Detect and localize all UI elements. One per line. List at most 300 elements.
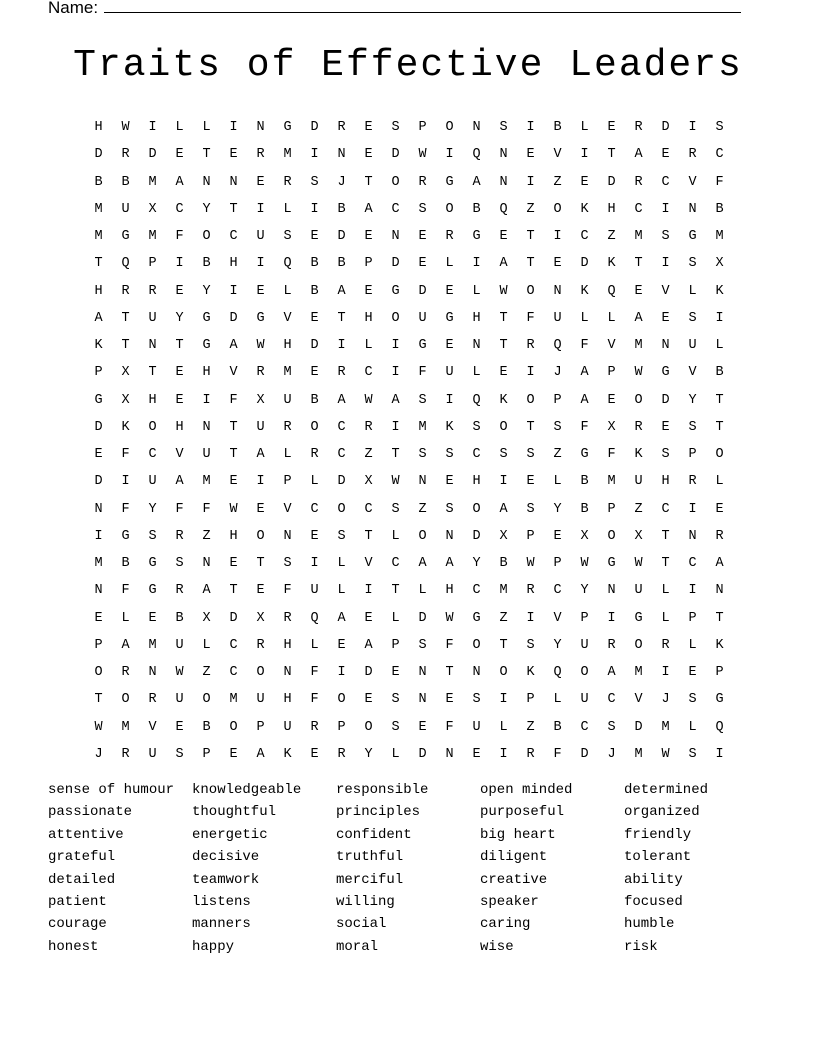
grid-letter[interactable]: R [148,692,157,708]
grid-letter[interactable]: K [715,637,724,653]
grid-letter[interactable]: G [472,610,481,626]
grid-letter[interactable]: S [499,447,508,463]
grid-letter[interactable]: D [148,147,157,163]
grid-letter[interactable]: A [472,174,481,190]
grid-letter[interactable]: H [175,419,184,435]
grid-letter[interactable]: U [418,310,427,326]
grid-letter[interactable]: S [715,120,724,136]
grid-letter[interactable]: W [256,338,265,354]
grid-letter[interactable]: Q [607,283,616,299]
grid-letter[interactable]: X [256,392,265,408]
grid-letter[interactable]: M [229,692,238,708]
grid-letter[interactable]: T [607,147,616,163]
grid-letter[interactable]: R [364,419,373,435]
grid-letter[interactable]: I [688,501,697,517]
grid-letter[interactable]: R [526,746,535,762]
grid-letter[interactable]: G [634,610,643,626]
grid-letter[interactable]: Z [499,610,508,626]
grid-letter[interactable]: A [337,283,346,299]
grid-letter[interactable]: L [553,474,562,490]
grid-letter[interactable]: P [418,120,427,136]
grid-letter[interactable]: W [94,719,103,735]
grid-letter[interactable]: N [202,556,211,572]
grid-letter[interactable]: S [688,692,697,708]
grid-letter[interactable]: E [364,147,373,163]
grid-letter[interactable]: W [391,474,400,490]
grid-letter[interactable]: L [580,310,589,326]
grid-letter[interactable]: I [148,120,157,136]
grid-letter[interactable]: E [688,665,697,681]
grid-letter[interactable]: Q [310,610,319,626]
grid-letter[interactable]: E [175,147,184,163]
grid-letter[interactable]: E [715,501,724,517]
grid-letter[interactable]: S [526,447,535,463]
grid-letter[interactable]: R [715,528,724,544]
grid-letter[interactable]: E [310,528,319,544]
grid-letter[interactable]: C [472,583,481,599]
grid-letter[interactable]: R [256,147,265,163]
grid-letter[interactable]: S [661,229,670,245]
grid-letter[interactable]: Q [553,665,562,681]
grid-letter[interactable]: I [256,256,265,272]
grid-letter[interactable]: T [391,583,400,599]
grid-letter[interactable]: O [391,310,400,326]
grid-letter[interactable]: A [607,665,616,681]
grid-letter[interactable]: A [202,583,211,599]
grid-letter[interactable]: R [121,746,130,762]
grid-letter[interactable]: O [391,174,400,190]
grid-letter[interactable]: T [526,419,535,435]
grid-letter[interactable]: V [688,365,697,381]
grid-letter[interactable]: E [364,610,373,626]
grid-letter[interactable]: W [526,556,535,572]
grid-letter[interactable]: N [337,147,346,163]
grid-letter[interactable]: C [148,447,157,463]
grid-letter[interactable]: O [715,447,724,463]
grid-letter[interactable]: X [364,474,373,490]
grid-letter[interactable]: M [634,665,643,681]
grid-letter[interactable]: D [94,147,103,163]
grid-letter[interactable]: L [283,283,292,299]
grid-letter[interactable]: S [526,501,535,517]
grid-letter[interactable]: M [715,229,724,245]
grid-letter[interactable]: N [229,174,238,190]
grid-letter[interactable]: L [364,338,373,354]
name-underline[interactable] [104,0,741,13]
grid-letter[interactable]: T [364,528,373,544]
grid-letter[interactable]: S [391,692,400,708]
grid-letter[interactable]: F [553,746,562,762]
grid-letter[interactable]: E [445,338,454,354]
grid-letter[interactable]: R [634,419,643,435]
grid-letter[interactable]: T [229,201,238,217]
grid-letter[interactable]: V [364,556,373,572]
grid-letter[interactable]: U [688,338,697,354]
grid-letter[interactable]: G [202,310,211,326]
grid-letter[interactable]: H [229,256,238,272]
grid-letter[interactable]: M [607,474,616,490]
grid-letter[interactable]: A [175,474,184,490]
grid-letter[interactable]: Q [472,392,481,408]
grid-letter[interactable]: N [472,338,481,354]
grid-letter[interactable]: F [607,447,616,463]
grid-letter[interactable]: S [688,419,697,435]
grid-letter[interactable]: Y [364,746,373,762]
grid-letter[interactable]: C [364,501,373,517]
grid-letter[interactable]: D [337,229,346,245]
grid-letter[interactable]: N [688,201,697,217]
grid-letter[interactable]: W [634,365,643,381]
grid-letter[interactable]: R [607,637,616,653]
grid-letter[interactable]: I [553,229,562,245]
grid-letter[interactable]: D [472,528,481,544]
grid-letter[interactable]: F [418,365,427,381]
grid-letter[interactable]: A [391,392,400,408]
grid-letter[interactable]: R [310,719,319,735]
grid-letter[interactable]: M [202,474,211,490]
grid-letter[interactable]: M [94,556,103,572]
grid-letter[interactable]: A [256,746,265,762]
grid-letter[interactable]: X [202,610,211,626]
grid-letter[interactable]: U [634,474,643,490]
grid-letter[interactable]: C [661,174,670,190]
grid-letter[interactable]: V [553,610,562,626]
grid-letter[interactable]: D [418,610,427,626]
grid-letter[interactable]: M [148,229,157,245]
grid-letter[interactable]: A [121,637,130,653]
grid-letter[interactable]: E [175,719,184,735]
grid-letter[interactable]: E [94,447,103,463]
grid-letter[interactable]: Q [553,338,562,354]
grid-letter[interactable]: U [148,746,157,762]
grid-letter[interactable]: G [256,310,265,326]
grid-letter[interactable]: N [688,528,697,544]
grid-letter[interactable]: I [661,665,670,681]
grid-letter[interactable]: S [283,556,292,572]
grid-letter[interactable]: E [94,610,103,626]
grid-letter[interactable]: K [445,419,454,435]
grid-letter[interactable]: L [283,201,292,217]
grid-letter[interactable]: C [364,365,373,381]
grid-letter[interactable]: Z [553,447,562,463]
grid-letter[interactable]: S [445,501,454,517]
grid-letter[interactable]: T [337,310,346,326]
grid-letter[interactable]: I [364,583,373,599]
grid-letter[interactable]: C [472,447,481,463]
grid-letter[interactable]: I [202,392,211,408]
grid-letter[interactable]: D [364,665,373,681]
grid-letter[interactable]: U [256,692,265,708]
grid-letter[interactable]: E [175,365,184,381]
grid-letter[interactable]: L [445,256,454,272]
grid-letter[interactable]: O [337,692,346,708]
grid-letter[interactable]: V [175,447,184,463]
grid-letter[interactable]: K [607,256,616,272]
grid-letter[interactable]: B [310,283,319,299]
grid-letter[interactable]: A [418,556,427,572]
grid-letter[interactable]: W [634,556,643,572]
grid-letter[interactable]: O [607,528,616,544]
grid-letter[interactable]: T [715,419,724,435]
grid-letter[interactable]: R [661,637,670,653]
grid-letter[interactable]: O [634,392,643,408]
grid-letter[interactable]: L [661,583,670,599]
grid-letter[interactable]: L [337,583,346,599]
grid-letter[interactable]: A [580,365,589,381]
grid-letter[interactable]: C [580,719,589,735]
grid-letter[interactable]: Y [202,201,211,217]
grid-letter[interactable]: F [580,338,589,354]
grid-letter[interactable]: L [202,120,211,136]
grid-letter[interactable]: H [283,692,292,708]
grid-letter[interactable]: O [256,528,265,544]
grid-letter[interactable]: A [256,447,265,463]
grid-letter[interactable]: L [607,310,616,326]
grid-letter[interactable]: E [337,637,346,653]
grid-letter[interactable]: Z [526,201,535,217]
grid-letter[interactable]: H [607,201,616,217]
grid-letter[interactable]: U [634,583,643,599]
grid-letter[interactable]: O [310,419,319,435]
grid-letter[interactable]: S [688,310,697,326]
grid-letter[interactable]: P [553,392,562,408]
grid-letter[interactable]: G [121,229,130,245]
grid-letter[interactable]: C [337,447,346,463]
grid-letter[interactable]: E [472,746,481,762]
grid-letter[interactable]: T [661,528,670,544]
grid-letter[interactable]: E [364,120,373,136]
grid-letter[interactable]: X [256,610,265,626]
grid-letter[interactable]: O [634,637,643,653]
grid-letter[interactable]: K [634,447,643,463]
grid-letter[interactable]: E [499,229,508,245]
grid-letter[interactable]: E [634,283,643,299]
grid-letter[interactable]: Y [580,583,589,599]
grid-letter[interactable]: T [175,338,184,354]
grid-letter[interactable]: L [472,283,481,299]
grid-letter[interactable]: Q [499,201,508,217]
grid-letter[interactable]: S [391,719,400,735]
grid-letter[interactable]: I [256,474,265,490]
grid-letter[interactable]: U [121,201,130,217]
grid-letter[interactable]: F [121,583,130,599]
grid-letter[interactable]: I [499,474,508,490]
grid-letter[interactable]: B [580,474,589,490]
grid-letter[interactable]: H [661,474,670,490]
grid-letter[interactable]: Y [688,392,697,408]
grid-letter[interactable]: N [94,583,103,599]
grid-letter[interactable]: L [337,556,346,572]
grid-letter[interactable]: E [229,556,238,572]
grid-letter[interactable]: Y [553,637,562,653]
grid-letter[interactable]: X [148,201,157,217]
grid-letter[interactable]: W [121,120,130,136]
grid-letter[interactable]: L [418,583,427,599]
grid-letter[interactable]: N [553,283,562,299]
grid-letter[interactable]: A [175,174,184,190]
grid-letter[interactable]: E [364,283,373,299]
grid-letter[interactable]: R [688,474,697,490]
grid-letter[interactable]: C [391,556,400,572]
grid-letter[interactable]: S [310,174,319,190]
grid-letter[interactable]: H [472,310,481,326]
grid-letter[interactable]: V [688,174,697,190]
grid-letter[interactable]: L [553,692,562,708]
grid-letter[interactable]: I [445,392,454,408]
grid-letter[interactable]: E [256,583,265,599]
grid-letter[interactable]: B [553,719,562,735]
grid-letter[interactable]: I [256,201,265,217]
grid-letter[interactable]: H [445,583,454,599]
grid-letter[interactable]: M [121,719,130,735]
grid-letter[interactable]: D [229,610,238,626]
grid-letter[interactable]: S [175,746,184,762]
grid-letter[interactable]: C [661,501,670,517]
grid-letter[interactable]: N [607,583,616,599]
name-field[interactable] [48,0,741,20]
grid-letter[interactable]: G [688,229,697,245]
grid-letter[interactable]: B [175,610,184,626]
grid-letter[interactable]: L [391,528,400,544]
grid-letter[interactable]: P [283,474,292,490]
grid-letter[interactable]: S [445,447,454,463]
grid-letter[interactable]: J [337,174,346,190]
grid-letter[interactable]: I [310,556,319,572]
grid-letter[interactable]: R [688,147,697,163]
grid-letter[interactable]: E [445,474,454,490]
grid-letter[interactable]: C [553,583,562,599]
grid-letter[interactable]: M [148,637,157,653]
grid-letter[interactable]: L [391,610,400,626]
grid-letter[interactable]: F [526,310,535,326]
grid-letter[interactable]: D [661,392,670,408]
grid-letter[interactable]: P [94,637,103,653]
grid-letter[interactable]: D [580,256,589,272]
grid-letter[interactable]: B [94,174,103,190]
grid-letter[interactable]: R [283,419,292,435]
grid-letter[interactable]: T [445,665,454,681]
grid-letter[interactable]: T [715,392,724,408]
grid-letter[interactable]: S [553,419,562,435]
grid-letter[interactable]: G [391,283,400,299]
grid-letter[interactable]: D [580,746,589,762]
grid-letter[interactable]: I [526,365,535,381]
grid-letter[interactable]: O [121,692,130,708]
grid-letter[interactable]: Y [202,283,211,299]
grid-letter[interactable]: E [148,610,157,626]
grid-letter[interactable]: L [580,120,589,136]
grid-letter[interactable]: O [202,692,211,708]
grid-letter[interactable]: T [364,174,373,190]
grid-letter[interactable]: G [121,528,130,544]
grid-letter[interactable]: Y [472,556,481,572]
grid-letter[interactable]: L [283,447,292,463]
grid-letter[interactable]: R [283,174,292,190]
grid-letter[interactable]: H [229,528,238,544]
grid-letter[interactable]: E [526,474,535,490]
grid-letter[interactable]: I [715,310,724,326]
grid-letter[interactable]: A [634,310,643,326]
grid-letter[interactable]: S [472,419,481,435]
grid-letter[interactable]: R [148,283,157,299]
grid-letter[interactable]: O [229,719,238,735]
grid-letter[interactable]: R [175,528,184,544]
grid-letter[interactable]: S [688,256,697,272]
grid-letter[interactable]: E [553,256,562,272]
grid-letter[interactable]: R [256,365,265,381]
grid-letter[interactable]: E [256,174,265,190]
grid-letter[interactable]: A [580,392,589,408]
grid-letter[interactable]: U [283,392,292,408]
grid-letter[interactable]: H [94,120,103,136]
grid-letter[interactable]: E [310,310,319,326]
grid-letter[interactable]: N [445,746,454,762]
grid-letter[interactable]: V [283,501,292,517]
grid-letter[interactable]: N [391,229,400,245]
grid-letter[interactable]: V [607,338,616,354]
grid-letter[interactable]: R [337,365,346,381]
grid-letter[interactable]: S [418,392,427,408]
grid-letter[interactable]: P [526,692,535,708]
grid-letter[interactable]: H [148,392,157,408]
grid-letter[interactable]: E [175,283,184,299]
grid-letter[interactable]: U [580,637,589,653]
grid-letter[interactable]: U [472,719,481,735]
grid-letter[interactable]: W [229,501,238,517]
grid-letter[interactable]: E [607,392,616,408]
grid-letter[interactable]: N [445,528,454,544]
grid-letter[interactable]: E [418,256,427,272]
grid-letter[interactable]: G [148,583,157,599]
grid-letter[interactable]: R [526,583,535,599]
grid-letter[interactable]: I [607,610,616,626]
grid-letter[interactable]: I [337,665,346,681]
grid-letter[interactable]: I [94,528,103,544]
grid-letter[interactable]: N [472,120,481,136]
grid-letter[interactable]: W [175,665,184,681]
grid-letter[interactable]: G [202,338,211,354]
grid-letter[interactable]: O [553,201,562,217]
grid-letter[interactable]: U [175,692,184,708]
grid-letter[interactable]: Z [418,501,427,517]
grid-letter[interactable]: L [310,474,319,490]
grid-letter[interactable]: M [94,201,103,217]
grid-letter[interactable]: L [202,637,211,653]
grid-letter[interactable]: C [175,201,184,217]
grid-letter[interactable]: R [634,174,643,190]
grid-letter[interactable]: M [94,229,103,245]
grid-letter[interactable]: U [580,692,589,708]
grid-letter[interactable]: B [553,120,562,136]
grid-letter[interactable]: H [94,283,103,299]
grid-letter[interactable]: I [661,256,670,272]
grid-letter[interactable]: E [580,174,589,190]
grid-letter[interactable]: C [310,501,319,517]
grid-letter[interactable]: R [634,120,643,136]
grid-letter[interactable]: N [283,665,292,681]
grid-letter[interactable]: N [283,528,292,544]
grid-letter[interactable]: Z [607,229,616,245]
grid-letter[interactable]: L [715,338,724,354]
grid-letter[interactable]: P [391,637,400,653]
grid-letter[interactable]: C [229,665,238,681]
grid-letter[interactable]: X [715,256,724,272]
grid-letter[interactable]: T [256,556,265,572]
grid-letter[interactable]: V [229,365,238,381]
grid-letter[interactable]: R [256,637,265,653]
grid-letter[interactable]: X [499,528,508,544]
grid-letter[interactable]: B [202,719,211,735]
